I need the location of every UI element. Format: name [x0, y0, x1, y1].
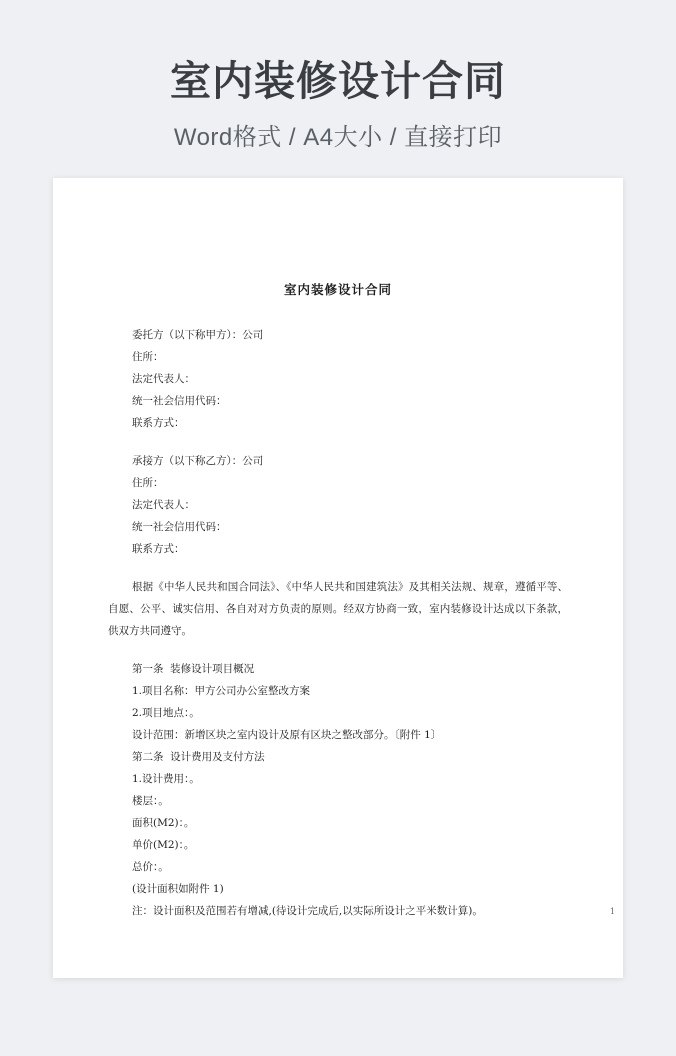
- spacer: [108, 642, 568, 658]
- preamble-paragraph: 根据《中华人民共和国合同法》、《中华人民共和国建筑法》及其相关法规、规章，遵循平等、自愿、公平、诚实信用、各自对对方负责的原则。经双方协商一致，室内装修设计达成以下条款，供双方共同遵守。: [108, 581, 568, 637]
- clause-line: 第二条 设计费用及支付方法: [132, 751, 265, 763]
- banner: [0, 0, 676, 152]
- party-b-line: 联系方式：: [132, 543, 185, 555]
- party-b-line: 法定代表人：: [132, 499, 195, 511]
- party-a-line: 法定代表人：: [132, 373, 195, 385]
- document-body: [108, 218, 568, 948]
- party-a-line: 统一社会信用代码：: [132, 395, 227, 407]
- party-a-block: [108, 324, 568, 434]
- party-b-line: 统一社会信用代码：: [132, 521, 227, 533]
- party-b-block: [108, 450, 568, 560]
- clause-line: 2.项目地点：。: [132, 707, 200, 719]
- clause-line: 注：设计面积及范围若有增减,(待设计完成后,以实际所设计之平米数计算)。: [132, 905, 483, 917]
- banner-title: 室内装修设计合同: [170, 58, 506, 104]
- clause-line: 楼层：。: [132, 795, 169, 807]
- clause-line: 设计范围：新增区块之室内设计及原有区块之整改部分。〔附件 1〕: [132, 729, 442, 741]
- banner-subtitle: Word格式 / A4大小 / 直接打印: [173, 124, 503, 152]
- clause-line: 单价(M2)：。: [132, 839, 195, 851]
- clause-line: 总价：。: [132, 861, 169, 873]
- clause-line: 1.设计费用：。: [132, 773, 200, 785]
- clause-line: 第一条 装修设计项目概况: [132, 663, 255, 675]
- document-preview[interactable]: [53, 178, 623, 978]
- party-a-line: 联系方式：: [132, 417, 185, 429]
- party-a-line: 委托方（以下称甲方）：公司: [132, 329, 264, 341]
- clause-line: 面积(M2)：。: [132, 817, 195, 829]
- page-number: 1: [609, 907, 615, 916]
- party-a-line: 住所：: [132, 351, 164, 363]
- party-b-line: 承接方（以下称乙方）：公司: [132, 455, 264, 467]
- spacer: [108, 434, 568, 450]
- document-title: 室内装修设计合同: [283, 282, 392, 297]
- party-b-line: 住所：: [132, 477, 164, 489]
- spacer: [108, 560, 568, 576]
- clause-line: (设计面积如附件 1): [132, 883, 224, 895]
- clauses-block: [108, 658, 568, 922]
- clause-line: 1.项目名称：甲方公司办公室整改方案: [132, 685, 311, 697]
